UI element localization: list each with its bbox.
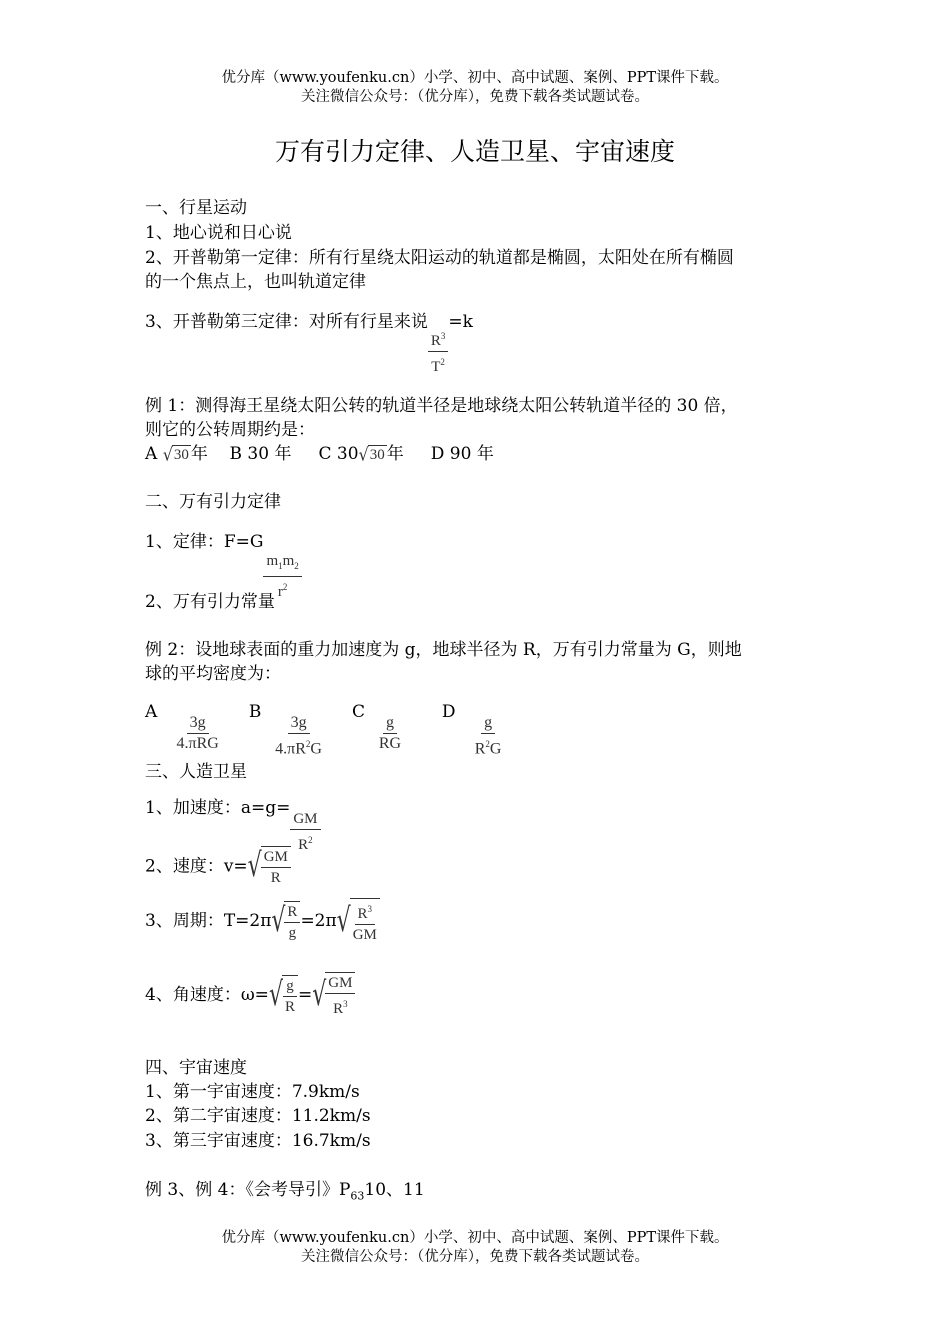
- ex1-options: [145, 442, 494, 467]
- angular-root-2: √ $\frac{GM}{R^3}$: [312, 972, 355, 1019]
- page-title: 万有引力定律、人造卫星、宇宙速度: [274, 137, 675, 166]
- footer-line-2: 关注微信公众号：（优分库），免费下载各类试题试卷。: [301, 1249, 649, 1265]
- section-1-heading: 一、行星运动: [145, 198, 247, 218]
- sec3-item-2: 2、速度：v= √ $\frac{GM}{R}$: [145, 846, 291, 888]
- ex2-option-a: A $\frac{3g}{\text{4.πRG}}$: [145, 702, 219, 752]
- sec1-item-2a: 2、开普勒第一定律：所有行星绕太阳运动的轨道都是椭圆，太阳处在所有椭圆: [145, 248, 734, 268]
- sec1-item-3-text: 3、开普勒第三定律：对所有行星来说: [145, 312, 428, 332]
- ex1-option-d: D 90 年: [430, 444, 494, 464]
- ex2-option-d: D $\frac{g}{R^2G}$: [441, 702, 502, 758]
- footer-line-1: 优分库（www.youfenku.cn）小学、初中、高中试题、案例、PPT课件下载。: [221, 1230, 729, 1246]
- sec4-item-3: 3、第三宇宙速度：16.7km/s: [145, 1131, 371, 1151]
- header-line-1: 优分库（www.youfenku.cn）小学、初中、高中试题、案例、PPT课件下载。: [221, 70, 729, 86]
- ex1-line-2: 则它的公转周期约是：: [145, 420, 315, 440]
- sec1-item-1: 1、地心说和日心说: [145, 223, 292, 243]
- sec4-item-2: 2、第二宇宙速度：11.2km/s: [145, 1106, 371, 1126]
- period-root-1: √ $\frac{R}{g}$: [271, 901, 300, 943]
- sec1-item-3: [145, 310, 473, 377]
- ex34-line: 例 3、例 4：《会考导引》$P_{63}10$、11: [145, 1180, 425, 1203]
- section-3-heading: 三、人造卫星: [145, 762, 247, 782]
- ex1-option-c: C 30 √ 30 年: [318, 443, 404, 465]
- ex2-line-1: 例 2：设地球表面的重力加速度为 g，地球半径为 R，万有引力常量为 G，则地: [145, 640, 742, 660]
- kepler-third-fraction: $\frac{R^3}{T^2}$: [428, 326, 449, 377]
- acceleration-fraction: $\frac{GM}{R^2}$: [290, 809, 320, 855]
- sec2-item-1: 1、定律：F=G $\frac{m_1m_2}{r^2}$: [145, 530, 302, 602]
- sec2-item-2: 2、万有引力常量: [145, 592, 275, 612]
- ex1-option-b: B 30 年: [229, 444, 292, 464]
- sec3-item-3: 3、周期：T=2π √ $\frac{R}{g}$ =2π √ $\frac{R^3}{GM}$: [145, 898, 380, 945]
- sec3-item-4: 4、角速度：ω= √ $\frac{g}{R}$ = √ $\frac{GM}{R^3}$: [145, 972, 355, 1019]
- section-2-heading: 二、万有引力定律: [145, 492, 281, 512]
- velocity-root: √ $\frac{GM}{R}$: [248, 846, 291, 888]
- sec4-item-1: 1、第一宇宙速度：7.9km/s: [145, 1082, 360, 1102]
- ex2-line-2: 球的平均密度为：: [145, 664, 281, 684]
- ex2-option-c: C $\frac{g}{RG}$: [352, 702, 402, 752]
- header-line-2: 关注微信公众号：（优分库），免费下载各类试题试卷。: [301, 89, 649, 105]
- ex1-option-a: A √ 30 年: [145, 443, 208, 465]
- section-4-heading: 四、宇宙速度: [145, 1058, 247, 1078]
- period-root-2: √ $\frac{R^3}{GM}$: [337, 898, 380, 945]
- gravitation-fraction: $\frac{m_1m_2}{r^2}$: [263, 551, 301, 602]
- sec1-item-3-tail: =k: [448, 312, 473, 332]
- ex2-options: [145, 700, 504, 759]
- ex2-option-b: B $\frac{3g}{4.\pi R^2G}$: [248, 702, 322, 758]
- angular-root-1: √ $\frac{g}{R}$: [269, 975, 298, 1017]
- sec3-item-1: 1、加速度：a=g= $\frac{GM}{R^2}$: [145, 796, 321, 855]
- ex1-line-1: 例 1：测得海王星绕太阳公转的轨道半径是地球绕太阳公转轨道半径的 30 倍，: [145, 396, 738, 416]
- sec1-item-2b: 的一个焦点上，也叫轨道定律: [145, 272, 366, 292]
